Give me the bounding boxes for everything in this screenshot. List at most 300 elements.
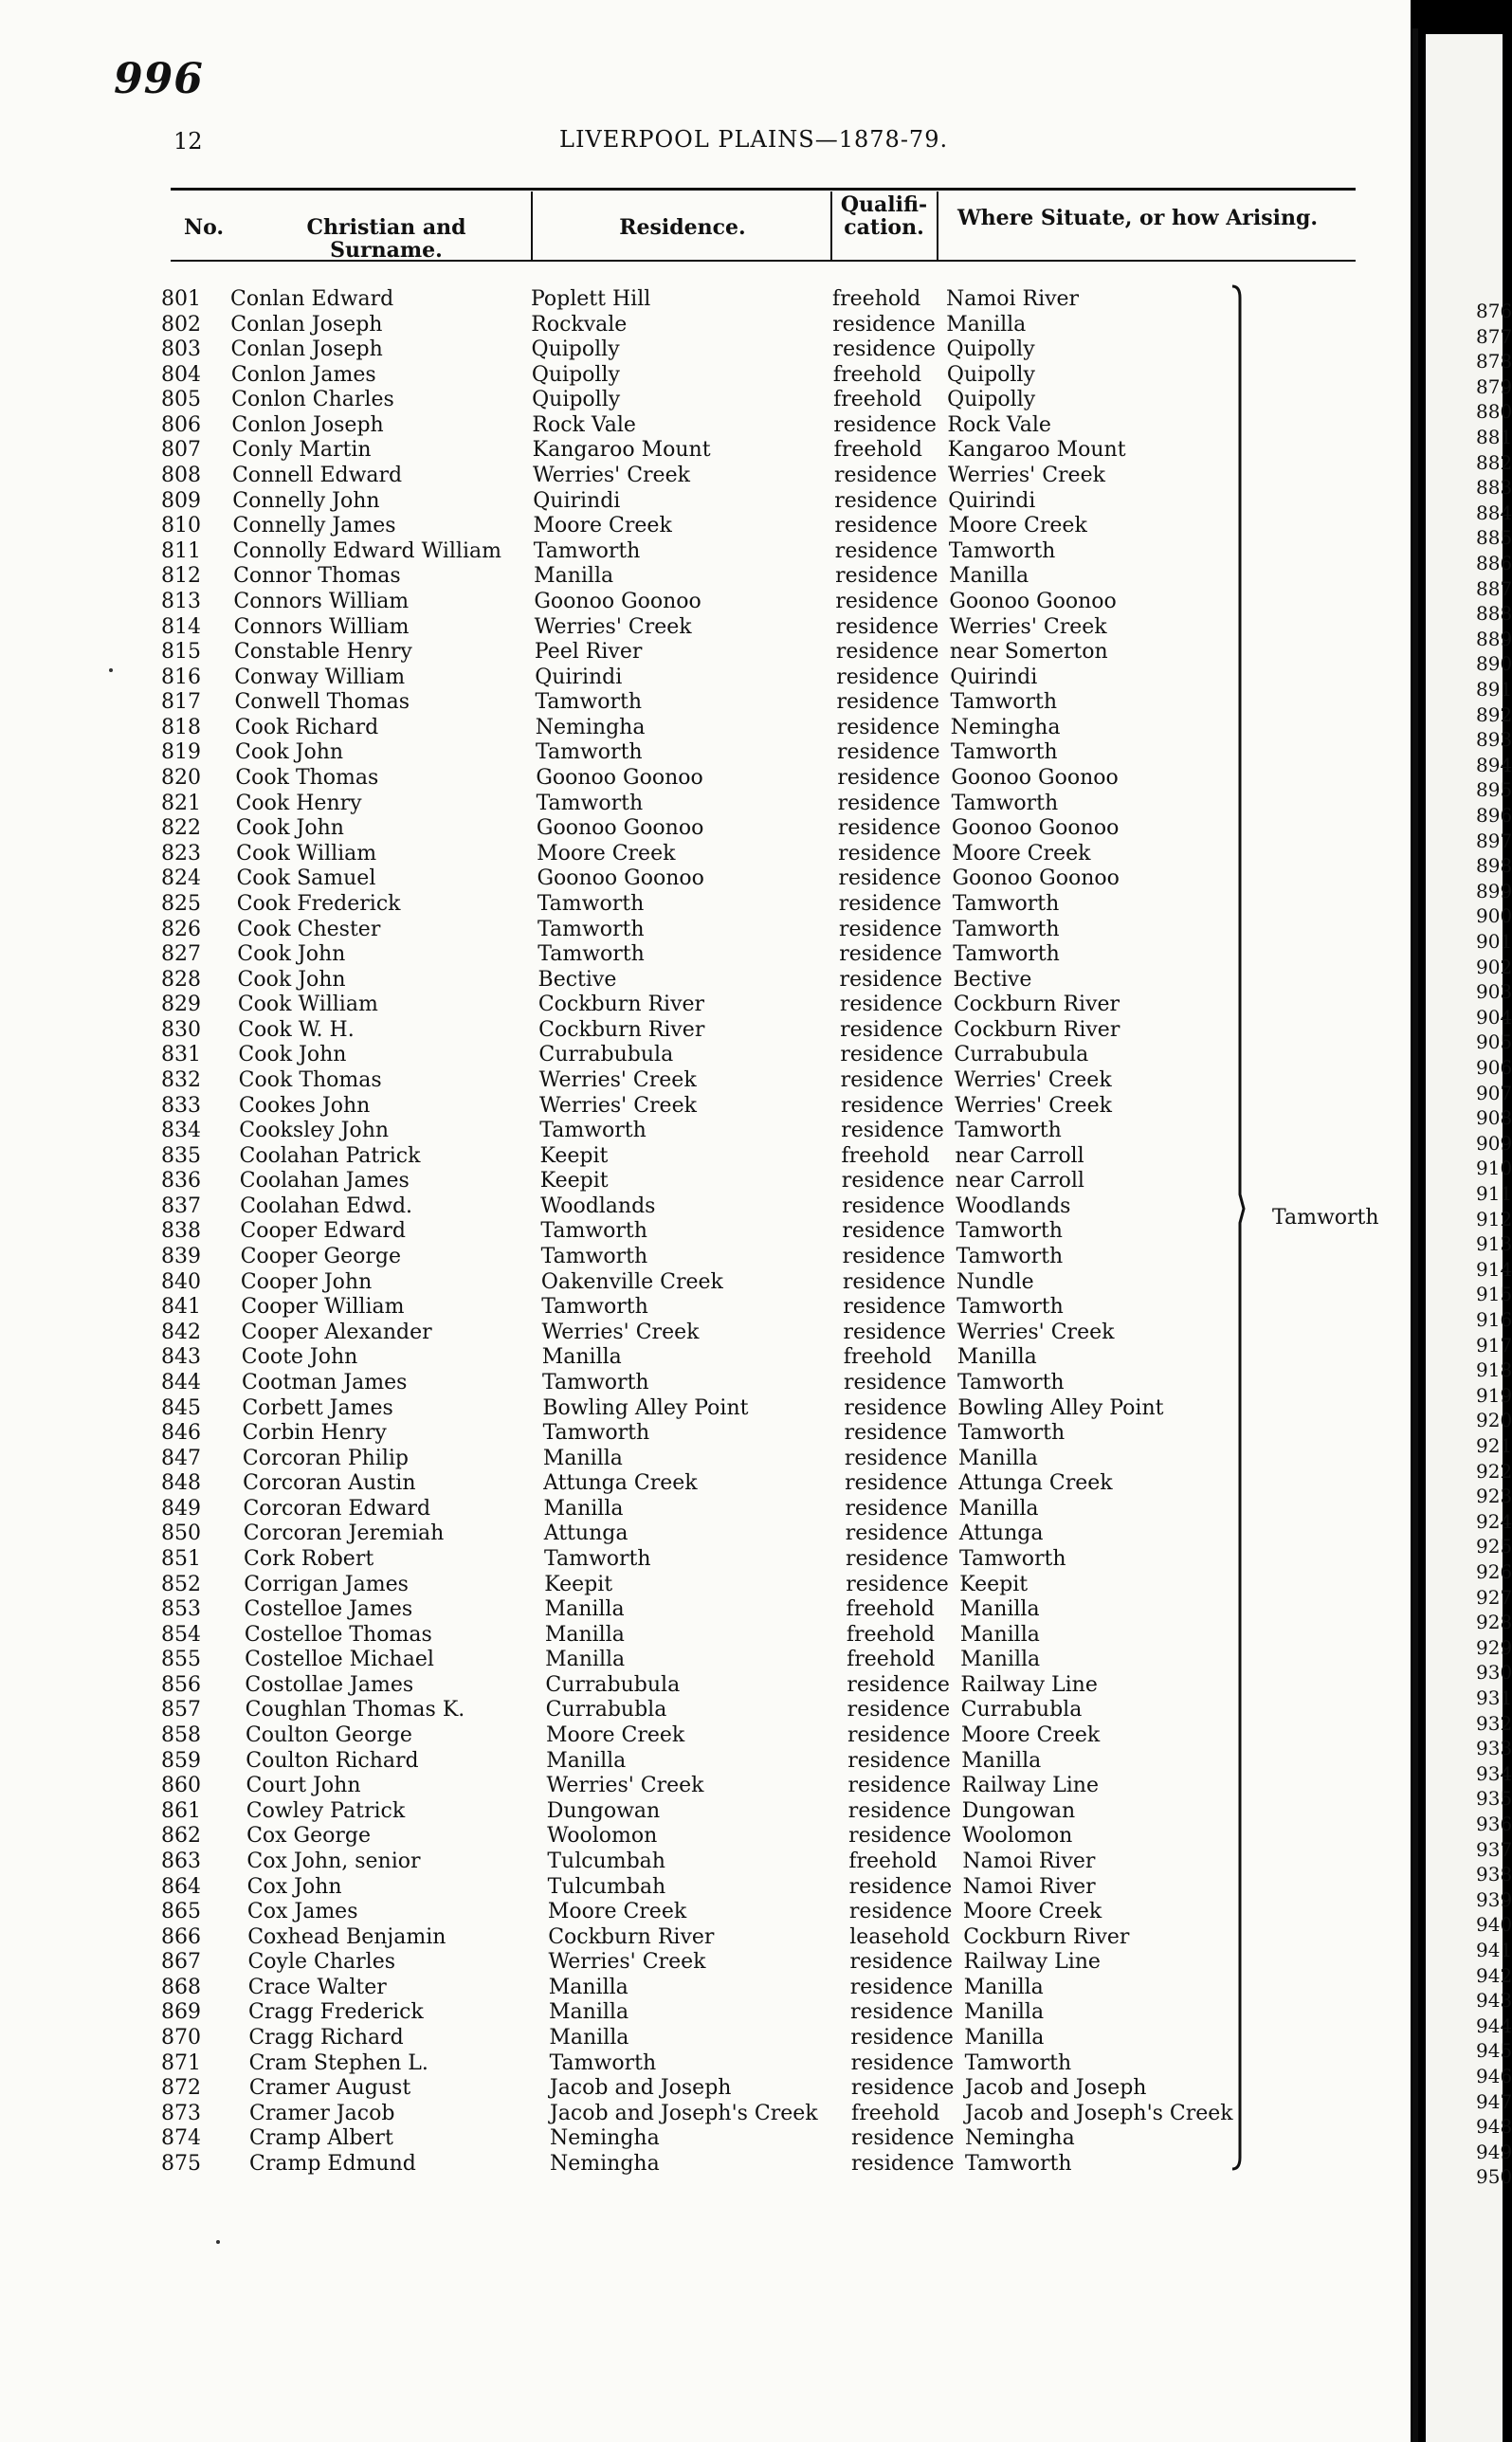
- page-gutter: [1412, 28, 1418, 2442]
- adjacent-entry-number: 925: [1476, 1535, 1512, 1558]
- entry-qualification: residence: [849, 1950, 953, 1975]
- entry-where: Quipolly: [946, 362, 1035, 387]
- entry-number: 819: [161, 740, 201, 765]
- entry-name: Coulton Richard: [246, 1748, 419, 1773]
- entry-qualification: residence: [848, 1874, 953, 1899]
- entry-where: Tamworth: [955, 1119, 1062, 1143]
- entry-where: Goonoo Goonoo: [951, 766, 1119, 791]
- entry-residence: Attunga Creek: [543, 1471, 698, 1496]
- entry-name: Conlan Edward: [230, 287, 394, 311]
- entry-name: Cook Frederick: [236, 891, 401, 916]
- entry-name: Coxhead Benjamin: [247, 1924, 446, 1949]
- entry-name: Cook Henry: [235, 791, 362, 815]
- adjacent-entry-number: 897: [1476, 829, 1512, 852]
- adjacent-entry-number: 878: [1476, 350, 1512, 374]
- entry-where: Tamworth: [948, 538, 1056, 563]
- entry-name: Corcoran Edward: [243, 1496, 431, 1521]
- adjacent-entry-number: 903: [1476, 980, 1512, 1004]
- col-header-residence: Residence.: [619, 215, 746, 240]
- entry-residence: Woodlands: [540, 1194, 656, 1218]
- entry-name: Costelloe Thomas: [244, 1622, 432, 1647]
- table-row: [0, 1371, 1403, 1396]
- entry-name: Coolahan James: [239, 1169, 410, 1194]
- entry-residence: Werries' Creek: [534, 614, 692, 639]
- entry-qualification: residence: [840, 1067, 944, 1092]
- entry-residence: Tamworth: [537, 942, 645, 967]
- entry-number: 806: [161, 412, 201, 437]
- table-row: [0, 640, 1403, 665]
- col-header-where: Where Situate, or how Arising.: [956, 206, 1319, 230]
- entry-qualification: residence: [835, 589, 938, 613]
- entry-qualification: residence: [850, 2026, 954, 2050]
- entry-residence: Rock Vale: [532, 412, 636, 437]
- table-row: [0, 842, 1403, 867]
- entry-where: Namoi River: [946, 287, 1080, 311]
- entry-where: Moore Creek: [948, 514, 1087, 538]
- entry-number: 831: [161, 1043, 201, 1067]
- adjacent-entry-number: 944: [1476, 2014, 1512, 2037]
- table-row: [0, 1144, 1403, 1170]
- table-row: [0, 1245, 1403, 1270]
- entry-residence: Werries' Creek: [541, 1320, 700, 1344]
- entry-number: 845: [161, 1395, 201, 1420]
- entry-where: Werries' Creek: [947, 464, 1105, 488]
- entry-where: Tamworth: [956, 1219, 1063, 1244]
- entry-name: Cramp Edmund: [249, 2151, 416, 2176]
- table-row: [0, 1597, 1403, 1623]
- col-header-no: No.: [183, 215, 225, 240]
- entry-residence: Nemingha: [535, 715, 646, 739]
- adjacent-entry-number: 889: [1476, 627, 1512, 650]
- entry-where: Tamworth: [957, 1370, 1065, 1394]
- entry-number: 868: [161, 1975, 201, 1999]
- table-row: [0, 615, 1403, 641]
- entry-where: Nundle: [956, 1269, 1034, 1294]
- entry-number: 834: [161, 1119, 201, 1143]
- entry-name: Cook Richard: [234, 715, 379, 739]
- table-row: [0, 2102, 1403, 2127]
- table-row: [0, 1497, 1403, 1522]
- entry-name: Cooper George: [240, 1245, 402, 1269]
- entry-name: Connelly James: [232, 514, 396, 538]
- adjacent-entry-number: 893: [1476, 728, 1512, 752]
- entry-qualification: residence: [836, 715, 940, 739]
- entry-name: Conlan Joseph: [230, 337, 383, 362]
- entry-name: Cramer August: [248, 2076, 411, 2101]
- table-row: [0, 1698, 1403, 1723]
- entry-where: Goonoo Goonoo: [952, 866, 1120, 891]
- entry-residence: Manilla: [545, 1648, 626, 1672]
- entry-qualification: freehold: [833, 388, 922, 412]
- entry-where: Jacob and Joseph's Creek: [965, 2101, 1233, 2125]
- entry-qualification: freehold: [847, 1648, 936, 1672]
- table-row: [0, 792, 1403, 817]
- table-row: [0, 1573, 1403, 1598]
- entry-number: 804: [161, 362, 201, 387]
- entry-name: Cook John: [237, 967, 346, 992]
- adjacent-entry-number: 886: [1476, 552, 1512, 574]
- entry-qualification: residence: [836, 665, 939, 689]
- entry-number: 873: [161, 2101, 201, 2125]
- entry-name: Connors William: [233, 589, 410, 613]
- entry-qualification: residence: [838, 841, 941, 866]
- entry-residence: Oakenville Creek: [540, 1269, 723, 1294]
- adjacent-entry-number: 918: [1476, 1358, 1512, 1382]
- adjacent-entry-number: 892: [1476, 702, 1512, 726]
- entry-number: 870: [161, 2026, 201, 2050]
- adjacent-entry-number: 894: [1476, 753, 1512, 776]
- entry-qualification: residence: [842, 1194, 945, 1218]
- entry-where: Manilla: [964, 2026, 1045, 2050]
- table-row: [0, 1018, 1403, 1044]
- entry-name: Crace Walter: [247, 1975, 387, 1999]
- entry-qualification: residence: [838, 866, 941, 891]
- entry-number: 801: [161, 287, 201, 311]
- adjacent-entry-number: 904: [1476, 1005, 1512, 1029]
- adjacent-entry-number: 927: [1476, 1585, 1512, 1609]
- entry-where: Moore Creek: [952, 841, 1091, 866]
- table-row: [0, 1547, 1403, 1573]
- entry-residence: Tulcumbah: [547, 1874, 666, 1899]
- entry-residence: Jacob and Joseph: [549, 2076, 732, 2101]
- entry-number: 805: [161, 388, 201, 412]
- table-row: [0, 313, 1403, 338]
- entry-name: Conwell Thomas: [234, 690, 410, 715]
- adjacent-entry-number: 922: [1476, 1459, 1512, 1483]
- entry-qualification: residence: [841, 1119, 944, 1143]
- adjacent-entry-number: 937: [1476, 1837, 1512, 1861]
- col-header-name: Christian and Surname.: [306, 215, 466, 263]
- adjacent-entry-number: 884: [1476, 501, 1512, 524]
- entry-residence: Tulcumbah: [547, 1849, 665, 1873]
- entry-residence: Manilla: [546, 1748, 627, 1773]
- entry-where: Kangaroo Mount: [947, 438, 1126, 463]
- entry-qualification: residence: [834, 488, 938, 513]
- entry-number: 852: [161, 1572, 201, 1596]
- table-row: [0, 363, 1403, 389]
- running-head: LIVERPOOL PLAINS—1878-79.: [559, 126, 949, 153]
- entry-residence: Manilla: [544, 1597, 625, 1622]
- table-row: [0, 2051, 1403, 2077]
- entry-residence: Tamworth: [536, 740, 643, 765]
- table-row: [0, 438, 1403, 464]
- entry-name: Cook John: [235, 816, 344, 841]
- entry-number: 832: [161, 1067, 201, 1092]
- entry-number: 818: [161, 715, 201, 739]
- entry-residence: Manilla: [549, 2026, 629, 2050]
- adjacent-entry-number: 881: [1476, 426, 1512, 448]
- entry-name: Conlon Joseph: [231, 412, 384, 437]
- entry-number: 854: [161, 1622, 201, 1647]
- adjacent-entry-number: 911: [1476, 1182, 1512, 1205]
- entry-qualification: residence: [839, 993, 943, 1017]
- table-row: [0, 1850, 1403, 1875]
- entry-residence: Quipolly: [531, 362, 620, 387]
- entry-where: Quirindi: [948, 488, 1036, 513]
- table-row: [0, 1219, 1403, 1245]
- entry-where: Tamworth: [956, 1295, 1064, 1320]
- entry-name: Cragg Frederick: [248, 2000, 424, 2025]
- entry-qualification: residence: [845, 1471, 948, 1496]
- entry-residence: Tamworth: [535, 690, 643, 715]
- entry-qualification: residence: [847, 1774, 951, 1798]
- adjacent-entry-number: 879: [1476, 374, 1512, 398]
- entry-name: Cooper Alexander: [241, 1320, 432, 1344]
- entry-residence: Werries' Creek: [548, 1950, 706, 1975]
- table-row: [0, 1068, 1403, 1094]
- entry-residence: Cockburn River: [548, 1924, 715, 1949]
- entry-number: 802: [161, 312, 201, 337]
- adjacent-entry-number: 947: [1476, 2089, 1512, 2113]
- entry-qualification: residence: [845, 1522, 949, 1546]
- entry-where: Manilla: [949, 564, 1029, 589]
- entry-where: Woolomon: [962, 1824, 1073, 1849]
- entry-qualification: leasehold: [849, 1924, 951, 1949]
- entry-qualification: residence: [840, 1093, 944, 1118]
- table-row: [0, 1824, 1403, 1850]
- entry-number: 840: [161, 1269, 201, 1294]
- table-row: [0, 993, 1403, 1018]
- entry-residence: Manilla: [542, 1446, 623, 1470]
- adjacent-entry-number: 932: [1476, 1711, 1512, 1735]
- table-row: [0, 1295, 1403, 1321]
- adjacent-entry-number: 914: [1476, 1257, 1512, 1281]
- adjacent-entry-number: 942: [1476, 1963, 1512, 1987]
- entry-name: Conlon James: [230, 362, 376, 387]
- adjacent-entry-number: 940: [1476, 1913, 1512, 1937]
- entry-number: 871: [161, 2050, 201, 2075]
- entry-where: Tamworth: [965, 2151, 1072, 2176]
- table-row: [0, 1421, 1403, 1447]
- entry-where: Cockburn River: [953, 993, 1120, 1017]
- entry-name: Corcoran Austin: [243, 1471, 416, 1496]
- entry-qualification: residence: [832, 337, 937, 362]
- entry-where: Tamworth: [957, 1421, 1066, 1446]
- folio-number: 996: [114, 55, 204, 103]
- entry-name: Costollae James: [245, 1672, 414, 1697]
- entry-where: Goonoo Goonoo: [951, 816, 1120, 841]
- adjacent-entry-number: 915: [1476, 1283, 1512, 1306]
- adjacent-entry-number: 930: [1476, 1661, 1512, 1685]
- table-row: [0, 1623, 1403, 1649]
- entry-where: Dungowan: [961, 1798, 1076, 1823]
- table-row: [0, 1270, 1403, 1296]
- entry-name: Corbett James: [242, 1395, 393, 1420]
- table-row: [0, 766, 1403, 792]
- entry-qualification: residence: [842, 1245, 946, 1269]
- entry-residence: Rockvale: [531, 312, 628, 337]
- adjacent-entry-number: 899: [1476, 879, 1512, 902]
- table-row: [0, 942, 1403, 968]
- entry-where: Manilla: [963, 1975, 1044, 1999]
- entry-residence: Moore Creek: [547, 1900, 687, 1924]
- entry-where: Manilla: [958, 1496, 1039, 1521]
- table-row: [0, 816, 1403, 842]
- entry-residence: Goonoo Goonoo: [536, 766, 703, 791]
- entry-where: Attunga: [958, 1522, 1044, 1546]
- entry-name: Court John: [246, 1774, 361, 1798]
- entry-residence: Manilla: [549, 2000, 629, 2025]
- adjacent-entry-number: 912: [1476, 1207, 1512, 1230]
- entry-residence: Tamworth: [540, 1245, 648, 1269]
- entry-residence: Manilla: [544, 1622, 625, 1647]
- entry-number: 849: [161, 1496, 201, 1521]
- column-divider: [830, 191, 832, 260]
- entry-where: Namoi River: [962, 1849, 1096, 1873]
- entry-name: Cookes John: [238, 1093, 371, 1118]
- entry-qualification: residence: [848, 1824, 952, 1849]
- entry-qualification: residence: [837, 791, 941, 815]
- adjacent-entry-number: 929: [1476, 1635, 1512, 1659]
- adjacent-entry-number: 949: [1476, 2140, 1512, 2163]
- adjacent-entry-number: 885: [1476, 526, 1512, 550]
- entry-name: Cox James: [246, 1900, 358, 1924]
- entry-qualification: freehold: [833, 438, 922, 463]
- entry-name: Coughlan Thomas K.: [245, 1698, 465, 1722]
- adjacent-entry-number: 890: [1476, 652, 1512, 676]
- entry-name: Cox John: [246, 1874, 342, 1899]
- entry-number: 816: [161, 665, 201, 689]
- entry-residence: Currabubula: [545, 1672, 681, 1697]
- entry-name: Conly Martin: [231, 438, 372, 463]
- entry-residence: Werries' Creek: [538, 1067, 697, 1092]
- adjacent-entry-number: 923: [1476, 1485, 1512, 1508]
- entry-qualification: residence: [845, 1496, 948, 1521]
- adjacent-entry-number: 935: [1476, 1787, 1512, 1811]
- entry-qualification: freehold: [841, 1143, 930, 1168]
- entry-number: 859: [161, 1748, 201, 1773]
- entry-number: 814: [161, 614, 201, 639]
- entry-name: Cootman James: [242, 1370, 408, 1394]
- table-row: [0, 1900, 1403, 1925]
- entry-residence: Tamworth: [536, 791, 644, 815]
- table-row: [0, 564, 1403, 590]
- entry-qualification: residence: [847, 1798, 952, 1823]
- entry-number: 829: [161, 993, 201, 1017]
- entry-qualification: residence: [837, 766, 940, 791]
- entry-where: Tamworth: [964, 2050, 1072, 2075]
- entry-name: Cooksley John: [239, 1119, 390, 1143]
- entry-name: Coulton George: [245, 1723, 412, 1748]
- entry-number: 837: [161, 1194, 201, 1218]
- entry-residence: Tamworth: [533, 538, 641, 563]
- entry-residence: Keepit: [539, 1143, 609, 1168]
- entry-residence: Goonoo Goonoo: [534, 589, 701, 613]
- entry-name: Cork Robert: [244, 1547, 374, 1571]
- entry-residence: Tamworth: [549, 2050, 657, 2075]
- table-row: [0, 1447, 1403, 1472]
- table-row: [0, 1522, 1403, 1547]
- entry-residence: Keepit: [539, 1169, 609, 1194]
- entry-qualification: residence: [846, 1547, 949, 1571]
- table-row: [0, 1749, 1403, 1775]
- column-divider: [937, 191, 938, 260]
- adjacent-entry-number: 950: [1476, 2165, 1512, 2189]
- adjacent-entry-number: 905: [1476, 1030, 1512, 1054]
- entry-number: 826: [161, 917, 201, 941]
- entry-number: 830: [161, 1017, 201, 1042]
- entry-qualification: residence: [843, 1320, 946, 1344]
- entry-where: Manilla: [960, 1648, 1041, 1672]
- adjacent-entry-number: 948: [1476, 2115, 1512, 2139]
- adjacent-entry-number: 888: [1476, 602, 1512, 626]
- entry-qualification: residence: [835, 614, 939, 639]
- entry-qualification: residence: [836, 690, 939, 715]
- table-row: [0, 1471, 1403, 1497]
- entry-qualification: freehold: [851, 2101, 940, 2125]
- table-row: [0, 590, 1403, 615]
- entry-name: Coyle Charles: [247, 1950, 396, 1975]
- entry-residence: Tamworth: [537, 917, 645, 941]
- entry-residence: Moore Creek: [537, 841, 676, 866]
- entry-name: Cook Thomas: [235, 766, 379, 791]
- entry-qualification: residence: [846, 1572, 949, 1596]
- entry-where: Rock Vale: [947, 412, 1051, 437]
- entry-name: Corbin Henry: [242, 1421, 387, 1446]
- entry-qualification: residence: [849, 1975, 954, 1999]
- entry-residence: Tamworth: [542, 1421, 650, 1446]
- adjacent-entry-number: 900: [1476, 904, 1512, 928]
- table-row: [0, 489, 1403, 515]
- entry-number: 813: [161, 589, 201, 613]
- entry-name: Corcoran Jeremiah: [243, 1522, 445, 1546]
- table-row: [0, 1673, 1403, 1699]
- entry-qualification: residence: [834, 514, 938, 538]
- adjacent-entry-number: 916: [1476, 1308, 1512, 1331]
- entry-residence: Manilla: [543, 1496, 624, 1521]
- entry-residence: Goonoo Goonoo: [537, 866, 704, 891]
- entry-number: 853: [161, 1597, 201, 1622]
- entry-name: Cook Samuel: [236, 866, 376, 891]
- entry-name: Conway William: [234, 665, 406, 689]
- entry-number: 861: [161, 1798, 201, 1823]
- adjacent-entry-number: 891: [1476, 678, 1512, 701]
- entry-where: Currabubla: [960, 1698, 1083, 1722]
- entry-residence: Tamworth: [537, 891, 645, 916]
- entry-qualification: residence: [847, 1748, 951, 1773]
- entry-qualification: residence: [847, 1698, 951, 1722]
- entry-where: near Carroll: [955, 1169, 1084, 1194]
- entry-name: Corcoran Philip: [242, 1446, 409, 1470]
- entry-number: 807: [161, 438, 201, 463]
- entry-residence: Poplett Hill: [531, 287, 651, 311]
- entry-qualification: residence: [844, 1395, 947, 1420]
- adjacent-entry-number: 909: [1476, 1131, 1512, 1155]
- entry-number: 808: [161, 464, 201, 488]
- entry-where: Jacob and Joseph: [964, 2076, 1147, 2101]
- entry-residence: Werries' Creek: [538, 1093, 697, 1118]
- entry-where: Werries' Creek: [954, 1093, 1112, 1118]
- table-row: [0, 2076, 1403, 2102]
- entry-name: Cooper William: [241, 1295, 405, 1320]
- entry-number: 842: [161, 1320, 201, 1344]
- entry-residence: Nemingha: [550, 2126, 660, 2151]
- entry-where: near Somerton: [949, 640, 1108, 665]
- entry-where: near Carroll: [955, 1143, 1084, 1168]
- entry-where: Tamworth: [953, 917, 1060, 941]
- entry-where: Railway Line: [960, 1672, 1098, 1697]
- adjacent-entry-number: 941: [1476, 1939, 1512, 1961]
- entry-qualification: residence: [834, 538, 938, 563]
- adjacent-entry-number: 924: [1476, 1509, 1512, 1533]
- entry-residence: Cockburn River: [537, 993, 705, 1017]
- table-row: [0, 337, 1403, 363]
- entry-qualification: residence: [835, 564, 938, 589]
- entry-where: Attunga Creek: [958, 1471, 1113, 1496]
- entry-qualification: residence: [840, 1017, 943, 1042]
- entry-residence: Manilla: [534, 564, 614, 589]
- entry-where: Bowling Alley Point: [957, 1395, 1164, 1420]
